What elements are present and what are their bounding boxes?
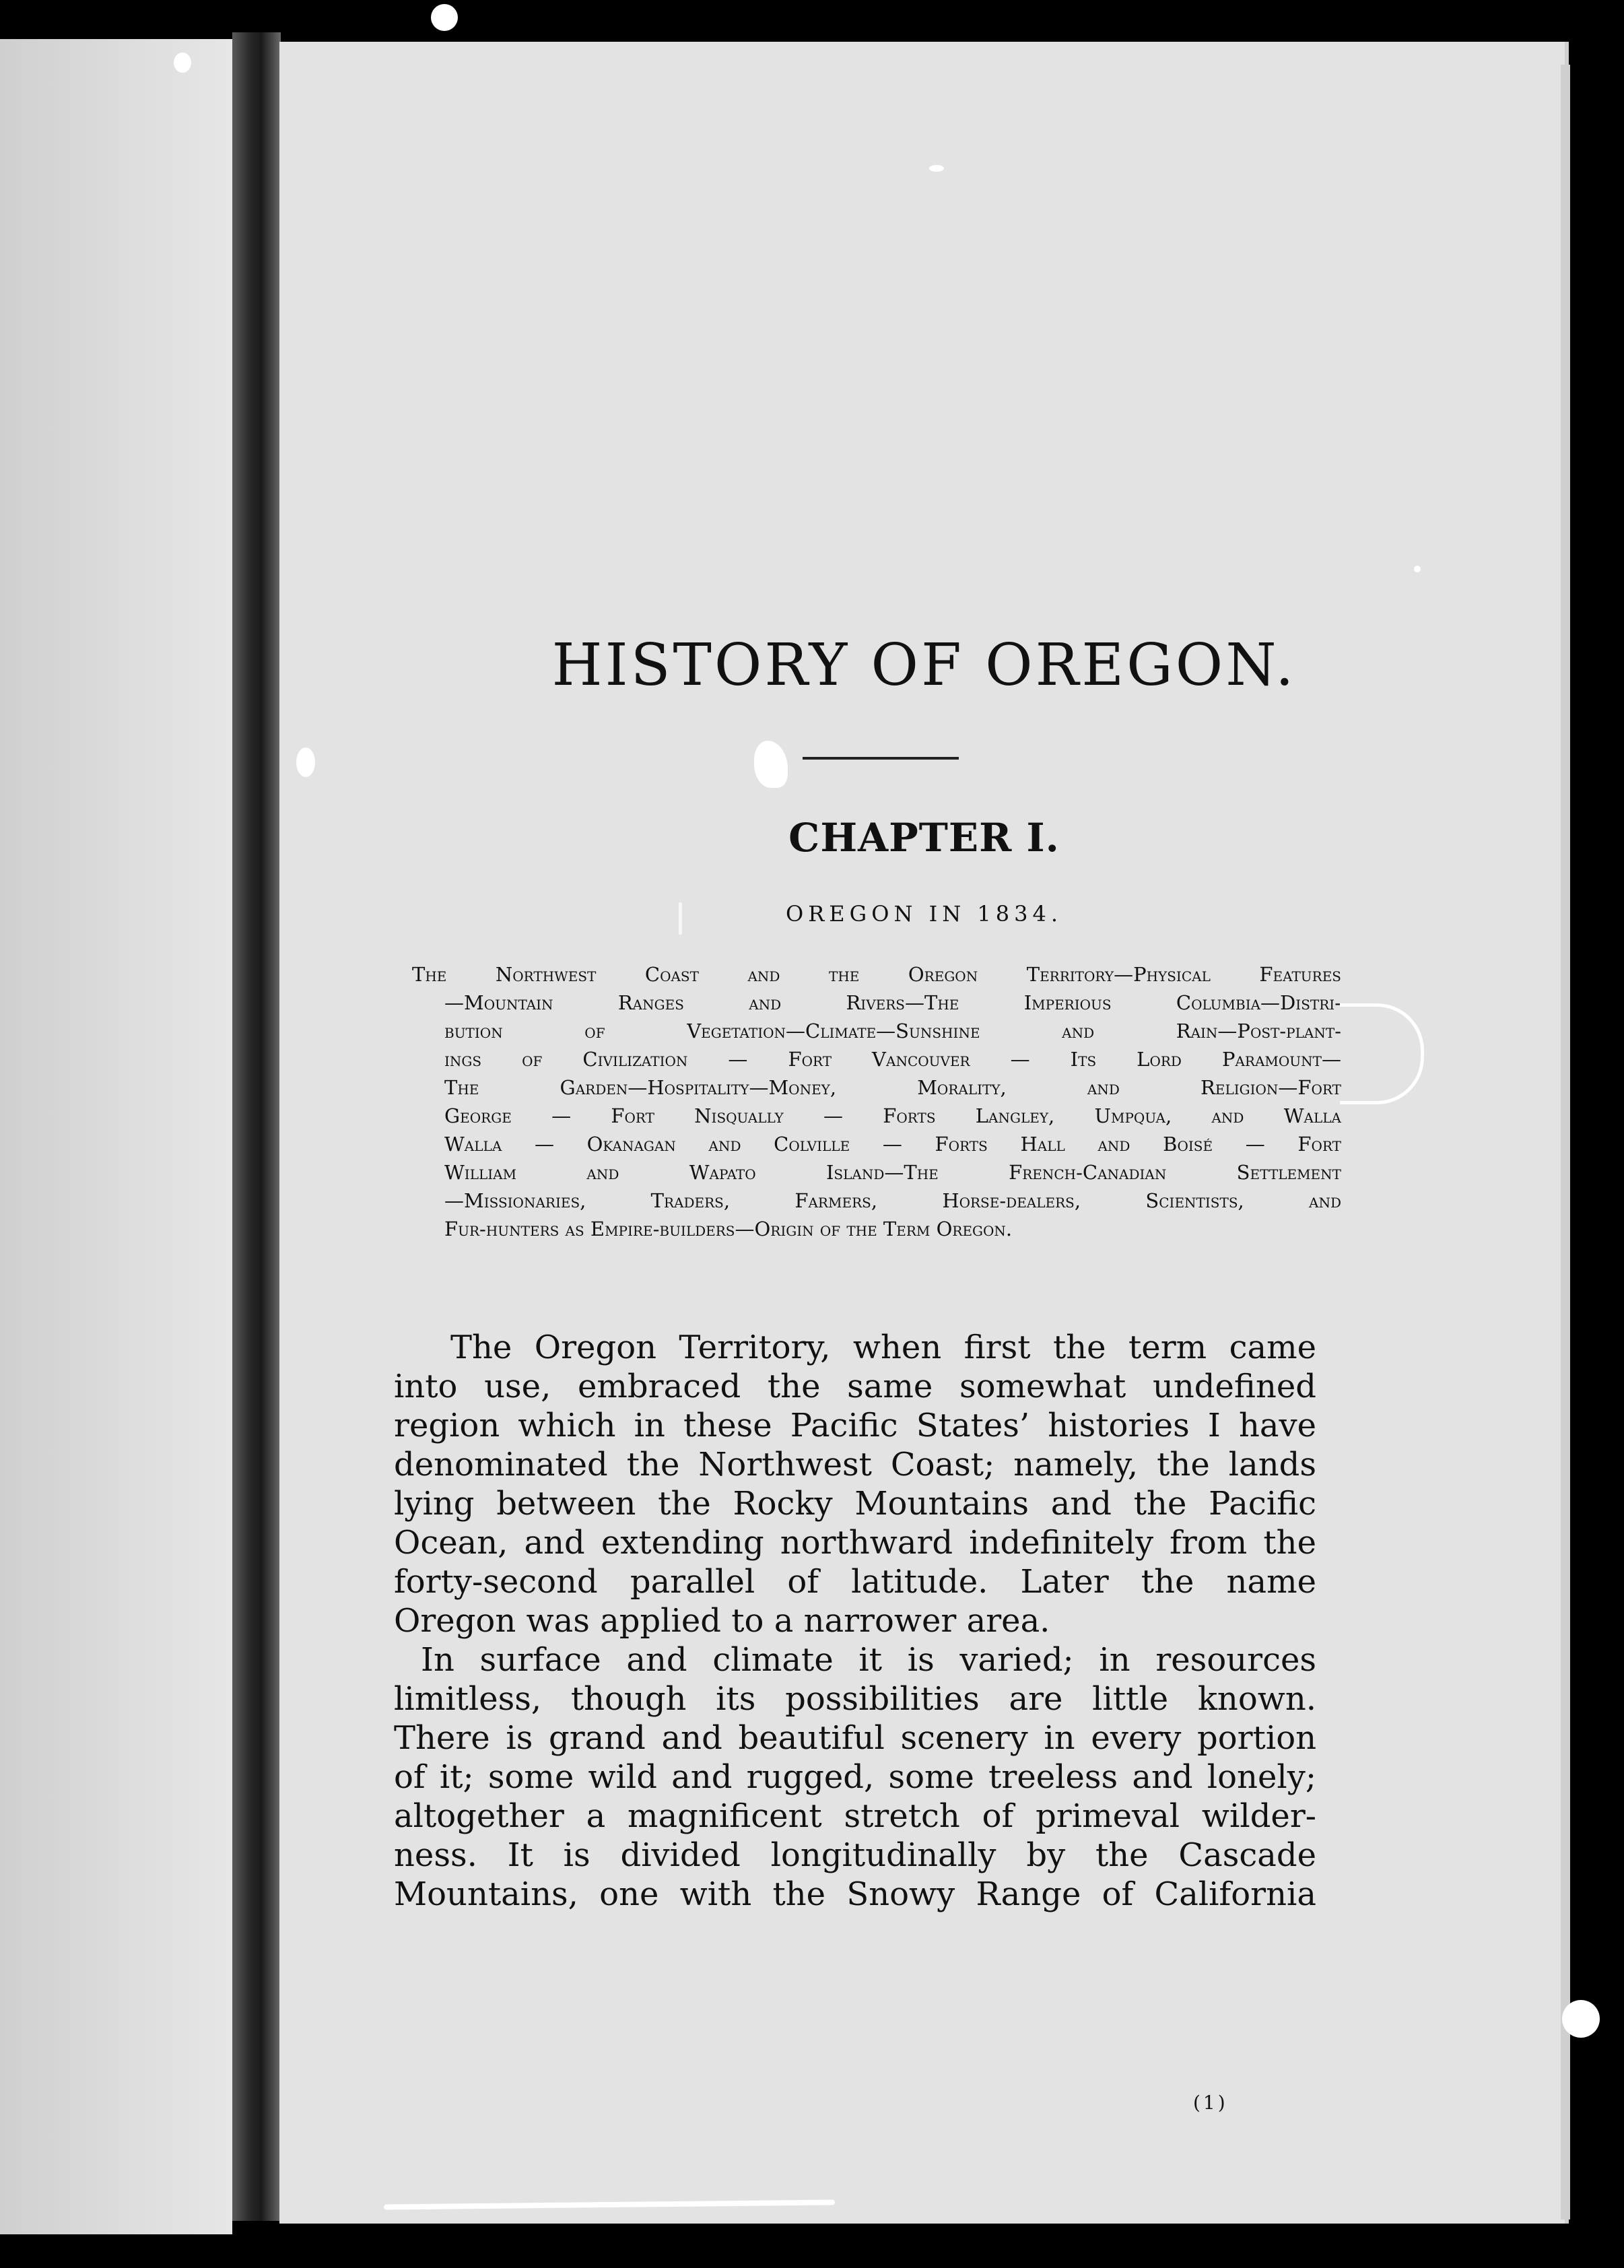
synopsis-line: bution of Vegetation—Climate—Sunshine and Rain—Post-plant- (444, 1020, 1341, 1042)
scan-speck (431, 4, 458, 31)
synopsis-line: Walla — Okanagan and Colville — Forts Hall and Boisé — Fort (444, 1133, 1341, 1156)
synopsis-line: —Missionaries, Traders, Farmers, Horse-dealers, Scientists, and (444, 1189, 1341, 1212)
body-line: limitless, though its possibilities are little known. (394, 1680, 1316, 1718)
body-text (394, 1328, 1316, 1914)
synopsis-line: The Northwest Coast and the Oregon Territory—Physical Features (412, 963, 1341, 986)
body-line: into use, embraced the same somewhat undefined (394, 1368, 1316, 1405)
body-line: Oregon was applied to a narrower area. (394, 1602, 1050, 1640)
body-line: Ocean, and extending northward indefinitely from the (394, 1524, 1316, 1562)
book-gutter (232, 32, 281, 2221)
body-line: denominated the Northwest Coast; namely, the lands (394, 1446, 1316, 1483)
body-line: There is grand and beautiful scenery in every portion (394, 1719, 1316, 1757)
body-line: of it; some wild and rugged, some treeless and lonely; (394, 1758, 1316, 1796)
body-line: lying between the Rocky Mountains and the Pacific (394, 1485, 1316, 1523)
page-number: (1) (1193, 2092, 1228, 2114)
chapter-heading: CHAPTER I. (788, 815, 1060, 861)
scan-scratch-mark (1340, 1003, 1424, 1104)
body-line: forty-second parallel of latitude. Later the name (394, 1563, 1316, 1601)
synopsis-line: —Mountain Ranges and Rivers—The Imperious Columbia—Distri- (444, 991, 1341, 1014)
scan-speck (929, 165, 944, 172)
page-right-edge (1561, 65, 1570, 2220)
body-line: ness. It is divided longitudinally by the Cascade (394, 1836, 1316, 1874)
scan-speck (174, 53, 191, 73)
body-line: In surface and climate it is varied; in resources (421, 1641, 1316, 1679)
scan-speck (1562, 2000, 1600, 2038)
synopsis-line: George — Fort Nisqually — Forts Langley, Umpqua, and Walla (444, 1104, 1341, 1127)
scan-speck (1414, 566, 1421, 572)
book-title: HISTORY OF OREGON. (551, 632, 1297, 699)
scan-speck (296, 747, 315, 777)
synopsis-line: Fur-hunters as Empire-builders—Origin of the Term Oregon. (444, 1218, 1013, 1240)
body-line: altogether a magnificent stretch of primeval wilder- (394, 1797, 1316, 1835)
title-divider-rule (803, 757, 959, 760)
body-line: The Oregon Territory, when first the term came (450, 1329, 1316, 1366)
chapter-subtitle: OREGON IN 1834. (785, 901, 1063, 927)
left-facing-page-edge (0, 39, 232, 2234)
synopsis-line: ings of Civilization — Fort Vancouver — Its Lord Paramount— (444, 1048, 1341, 1071)
synopsis-line: The Garden—Hospitality—Money, Morality, and Religion—Fort (444, 1076, 1341, 1099)
synopsis-line: William and Wapato Island—The French-Canadian Settlement (444, 1161, 1341, 1184)
body-line: region which in these Pacific States’ histories I have (394, 1407, 1316, 1444)
body-line: Mountains, one with the Snowy Range of California (394, 1875, 1316, 1913)
chapter-synopsis (412, 960, 1341, 1243)
